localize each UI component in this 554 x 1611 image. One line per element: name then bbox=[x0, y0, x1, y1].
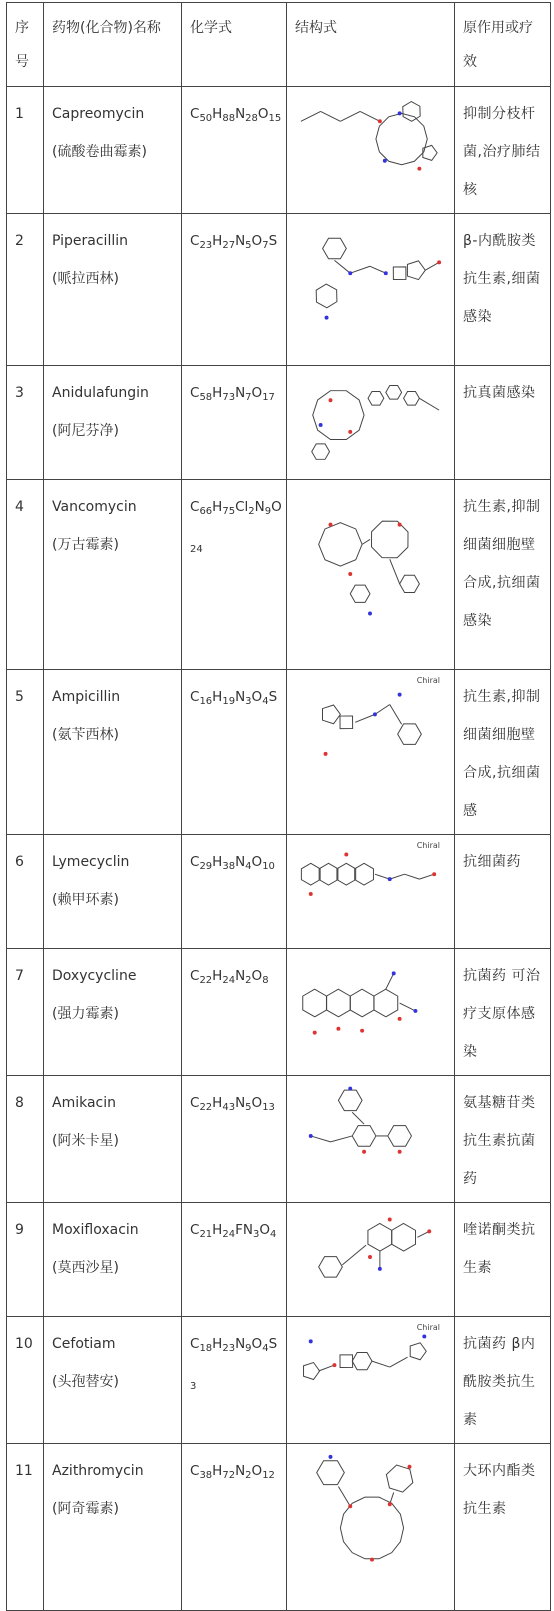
drug-name bbox=[44, 670, 182, 835]
azithromycin-structure-icon bbox=[291, 1448, 449, 1603]
drug-name-english: Vancomycin bbox=[52, 499, 137, 515]
drug-name-english: Anidulafungin bbox=[52, 385, 149, 401]
chemical-formula bbox=[182, 1076, 287, 1203]
drug-name-english: Amikacin bbox=[52, 1095, 117, 1111]
structure-cell bbox=[287, 949, 455, 1076]
drug-name-english: Doxycycline bbox=[52, 968, 137, 984]
chemical-formula bbox=[182, 835, 287, 949]
chemical-formula bbox=[182, 670, 287, 835]
drug-effect-text: 抗菌药 可治疗支原体感染 bbox=[463, 968, 541, 1060]
drug-name bbox=[44, 366, 182, 480]
drug-effect-text: 氨基糖苷类抗生素抗菌药 bbox=[463, 1095, 536, 1187]
drug-name bbox=[44, 214, 182, 366]
drug-name-chinese: (氨苄西林) bbox=[52, 727, 119, 743]
drug-name-english: Moxifloxacin bbox=[52, 1222, 139, 1238]
drug-name bbox=[44, 835, 182, 949]
drug-name bbox=[44, 1317, 182, 1444]
chemical-formula bbox=[182, 1444, 287, 1611]
drug-name-chinese: (万古霉素) bbox=[52, 537, 119, 553]
header-name bbox=[44, 3, 182, 87]
drug-effect-text: 喹诺酮类抗生素 bbox=[463, 1222, 536, 1276]
drug-table bbox=[6, 2, 551, 1611]
header-formula bbox=[182, 3, 287, 87]
row-number-label: 7 bbox=[15, 968, 24, 984]
chemical-formula bbox=[182, 1203, 287, 1317]
row-number-label: 6 bbox=[15, 854, 24, 870]
formula-text: $C_{58}H_{73}N_7O_{17}$ bbox=[190, 385, 275, 403]
header-structure bbox=[287, 3, 455, 87]
row-number bbox=[7, 670, 44, 835]
formula-text: $C_{29}H_{38}N_4O_{10}$ bbox=[190, 854, 275, 872]
drug-name-chinese: (赖甲环素) bbox=[52, 892, 119, 908]
formula-text: $C_{23}H_{27}N_5O_7S$ bbox=[190, 233, 278, 251]
structure-cell bbox=[287, 366, 455, 480]
row-number bbox=[7, 1203, 44, 1317]
row-number-label: 1 bbox=[15, 106, 24, 122]
structure-cell bbox=[287, 1203, 455, 1317]
table-row bbox=[7, 1203, 551, 1317]
drug-effect bbox=[455, 835, 551, 949]
row-number bbox=[7, 1444, 44, 1611]
row-number bbox=[7, 480, 44, 670]
drug-name-chinese: (头孢替安) bbox=[52, 1374, 119, 1390]
header-effect bbox=[455, 3, 551, 87]
chemical-formula bbox=[182, 366, 287, 480]
drug-name-english: Piperacillin bbox=[52, 233, 128, 249]
drug-effect-text: 大环内酯类抗生素 bbox=[463, 1463, 536, 1517]
structure-cell bbox=[287, 1317, 455, 1444]
drug-effect bbox=[455, 366, 551, 480]
row-number-label: 4 bbox=[15, 499, 24, 515]
row-number-label: 2 bbox=[15, 233, 24, 249]
drug-name bbox=[44, 1076, 182, 1203]
formula-text: $C_{50}H_{88}N_{28}O_{15}$ bbox=[190, 106, 282, 124]
formula-text: $C_{16}H_{19}N_3O_4S$ bbox=[190, 689, 278, 707]
formula-text: $C_{38}H_{72}N_2O_{12}$ bbox=[190, 1463, 275, 1481]
formula-text: $C_{18}H_{23}N_9O_4S_3$ bbox=[190, 1336, 278, 1392]
header-name-label: 药物(化合物)名称 bbox=[52, 20, 161, 36]
structure-cell bbox=[287, 480, 455, 670]
chemical-formula bbox=[182, 480, 287, 670]
drug-effect-text: 抗生素,抑制细菌细胞壁合成,抗细菌感 bbox=[463, 689, 541, 819]
row-number-label: 11 bbox=[15, 1463, 33, 1479]
drug-name bbox=[44, 1203, 182, 1317]
drug-name bbox=[44, 87, 182, 214]
drug-name bbox=[44, 1444, 182, 1611]
table-row bbox=[7, 480, 551, 670]
row-number-label: 9 bbox=[15, 1222, 24, 1238]
formula-text: $C_{22}H_{43}N_5O_{13}$ bbox=[190, 1095, 275, 1113]
table-row bbox=[7, 835, 551, 949]
row-number-label: 3 bbox=[15, 385, 24, 401]
drug-effect-text: β-内酰胺类抗生素,细菌感染 bbox=[463, 233, 541, 325]
cefotiam-structure-icon bbox=[291, 1321, 449, 1423]
drug-effect bbox=[455, 480, 551, 670]
structure-cell bbox=[287, 1444, 455, 1611]
table-row bbox=[7, 87, 551, 214]
drug-effect bbox=[455, 214, 551, 366]
structure-cell bbox=[287, 670, 455, 835]
drug-name-chinese: (莫西沙星) bbox=[52, 1260, 119, 1276]
drug-effect-text: 抗真菌感染 bbox=[463, 385, 536, 401]
chemical-formula bbox=[182, 214, 287, 366]
table-row bbox=[7, 949, 551, 1076]
drug-name-chinese: (阿米卡星) bbox=[52, 1133, 119, 1149]
drug-effect bbox=[455, 1317, 551, 1444]
row-number bbox=[7, 1076, 44, 1203]
formula-text: $C_{21}H_{24}FN_3O_4$ bbox=[190, 1222, 277, 1240]
drug-name-english: Azithromycin bbox=[52, 1463, 144, 1479]
header-no bbox=[7, 3, 44, 87]
moxifloxacin-structure-icon bbox=[291, 1207, 449, 1309]
drug-name bbox=[44, 949, 182, 1076]
row-number bbox=[7, 949, 44, 1076]
header-formula-label: 化学式 bbox=[190, 20, 232, 36]
row-number bbox=[7, 87, 44, 214]
drug-name-english: Capreomycin bbox=[52, 106, 145, 122]
structure-chiral-label: Chiral bbox=[416, 676, 440, 685]
row-number-label: 10 bbox=[15, 1336, 33, 1352]
structure-chiral-label: Chiral bbox=[416, 841, 440, 850]
formula-text: $C_{66}H_{75}Cl_2N_9O_{24}$ bbox=[190, 499, 282, 555]
row-number bbox=[7, 835, 44, 949]
anidulafungin-structure-icon bbox=[291, 370, 449, 472]
drug-effect bbox=[455, 949, 551, 1076]
amikacin-structure-icon bbox=[291, 1080, 449, 1182]
capreomycin-structure-icon bbox=[291, 91, 449, 193]
ampicillin-structure-icon bbox=[291, 674, 449, 814]
structure-cell bbox=[287, 214, 455, 366]
drug-name-english: Cefotiam bbox=[52, 1336, 116, 1352]
header-no-label: 序号 bbox=[15, 20, 29, 70]
row-number-label: 5 bbox=[15, 689, 24, 705]
structure-chiral-label: Chiral bbox=[416, 1323, 440, 1332]
table-row bbox=[7, 366, 551, 480]
table-row bbox=[7, 214, 551, 366]
structure-cell bbox=[287, 87, 455, 214]
row-number bbox=[7, 1317, 44, 1444]
drug-name-chinese: (阿尼芬净) bbox=[52, 423, 119, 439]
drug-effect-text: 抗细菌药 bbox=[463, 854, 521, 870]
drug-name-chinese: (强力霉素) bbox=[52, 1006, 119, 1022]
chemical-formula bbox=[182, 1317, 287, 1444]
drug-effect bbox=[455, 1203, 551, 1317]
row-number bbox=[7, 214, 44, 366]
formula-text: $C_{22}H_{24}N_2O_8$ bbox=[190, 968, 269, 986]
vancomycin-structure-icon bbox=[291, 484, 449, 662]
structure-cell bbox=[287, 835, 455, 949]
structure-cell bbox=[287, 1076, 455, 1203]
table-row bbox=[7, 1317, 551, 1444]
drug-name-chinese: (哌拉西林) bbox=[52, 271, 119, 287]
drug-name-english: Lymecyclin bbox=[52, 854, 130, 870]
drug-name-chinese: (硫酸卷曲霉素) bbox=[52, 144, 147, 160]
table-header-row bbox=[7, 3, 551, 87]
drug-effect bbox=[455, 87, 551, 214]
drug-effect-text: 抗生素,抑制细菌细胞壁合成,抗细菌感染 bbox=[463, 499, 541, 629]
table-row bbox=[7, 1444, 551, 1611]
table-row bbox=[7, 1076, 551, 1203]
row-number bbox=[7, 366, 44, 480]
doxycycline-structure-icon bbox=[291, 953, 449, 1055]
drug-effect-text: 抗菌药 β内酰胺类抗生素 bbox=[463, 1336, 536, 1428]
table-row bbox=[7, 670, 551, 835]
chemical-formula bbox=[182, 949, 287, 1076]
header-effect-label: 原作用或疗效 bbox=[463, 20, 533, 70]
drug-name bbox=[44, 480, 182, 670]
drug-name-chinese: (阿奇霉素) bbox=[52, 1501, 119, 1517]
piperacillin-structure-icon bbox=[291, 218, 449, 358]
lymecyclin-structure-icon bbox=[291, 839, 449, 941]
drug-effect bbox=[455, 1076, 551, 1203]
drug-name-english: Ampicillin bbox=[52, 689, 121, 705]
drug-effect bbox=[455, 1444, 551, 1611]
header-structure-label: 结构式 bbox=[295, 20, 337, 36]
drug-effect-text: 抑制分枝杆菌,治疗肺结核 bbox=[463, 106, 541, 198]
row-number-label: 8 bbox=[15, 1095, 24, 1111]
chemical-formula bbox=[182, 87, 287, 214]
drug-effect bbox=[455, 670, 551, 835]
